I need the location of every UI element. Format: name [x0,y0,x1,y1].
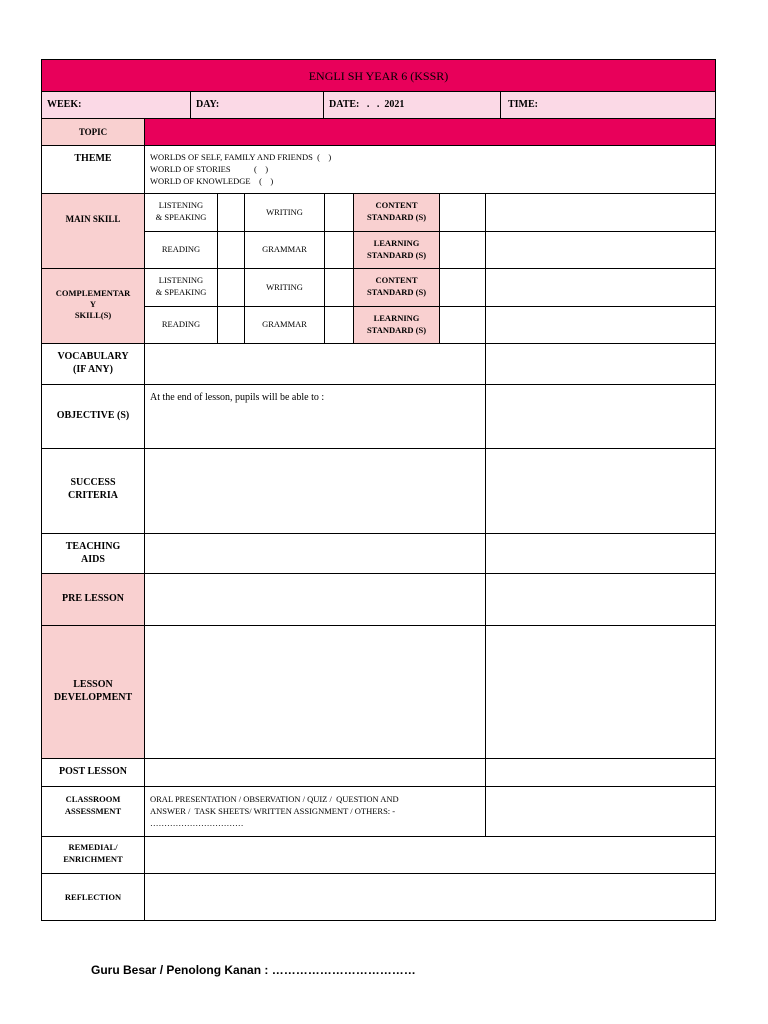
post-lesson-label: POST LESSON [59,766,127,777]
remedial-value-cell[interactable] [144,836,716,874]
comp-content-standard-value[interactable] [439,268,486,307]
comp-notes-top [485,268,716,307]
main-skill-label-cell [41,193,145,269]
comp-notes-bottom [485,306,716,344]
lesson-dev-notes-cell [485,625,716,759]
success-notes-cell [485,448,716,534]
comp-content-label-2: STANDARD (S) [366,287,427,297]
teaching-notes-cell [485,533,716,574]
comp-grammar-label: GRAMMAR [262,319,307,329]
comp-skill-label-2: Y [89,299,97,309]
assessment-label-2: ASSESSMENT [64,806,122,816]
assessment-text-3: …………………………… [150,818,244,828]
objective-notes-cell [485,384,716,449]
theme-option-2: WORLD OF STORIES ( ) [150,164,269,174]
pre-lesson-label: PRE LESSON [62,593,124,604]
reflection-value-cell[interactable] [144,873,716,921]
vocabulary-notes-cell [485,343,716,385]
main-reading-label: READING [161,244,201,254]
comp-writing-tick[interactable] [324,268,354,307]
post-lesson-notes-cell [485,758,716,787]
main-writing-tick[interactable] [324,193,354,232]
vocabulary-value-cell[interactable] [144,343,486,385]
lesson-dev-label-2: DEVELOPMENT [53,692,133,703]
time-label: TIME: [508,99,538,110]
theme-option-3: WORLD OF KNOWLEDGE ( ) [150,176,274,186]
main-notes-bottom [485,231,716,269]
comp-reading-tick[interactable] [217,306,245,344]
main-grammar-label: GRAMMAR [262,244,307,254]
objective-text: At the end of lesson, pupils will be able to : [150,392,325,403]
main-notes-top [485,193,716,232]
comp-learning-standard-value[interactable] [439,306,486,344]
main-reading-tick[interactable] [217,231,245,269]
vocabulary-label-2: (IF ANY) [73,364,113,375]
main-content-standard-value[interactable] [439,193,486,232]
assessment-text-1: ORAL PRESENTATION / OBSERVATION / QUIZ / QUESTION AND [150,794,399,804]
assessment-notes-cell [485,786,716,837]
main-content-label-1: CONTENT [375,200,418,210]
comp-writing-label: WRITING [266,282,303,292]
main-learning-label-1: LEARNING [373,238,420,248]
day-label: DAY: [196,99,220,110]
success-label-2: CRITERIA [67,490,118,501]
comp-listening-tick[interactable] [217,268,245,307]
main-listening-label-1: LISTENING [158,200,204,210]
assessment-text-2: ANSWER / TASK SHEETS/ WRITTEN ASSIGNMENT / OTHERS: - [150,806,396,816]
comp-content-label-1: CONTENT [375,275,418,285]
vocabulary-label-1: VOCABULARY [57,351,129,362]
main-listening-label-2: & SPEAKING [155,212,207,222]
success-value-cell[interactable] [144,448,486,534]
lesson-dev-value-cell[interactable] [144,625,486,759]
footer-signature-line: Guru Besar / Penolong Kanan : ……………………………… [91,963,416,977]
date-label: DATE: . . 2021 [329,99,405,110]
comp-reading-label: READING [161,319,201,329]
comp-skill-label-3: SKILL(S) [74,310,112,320]
success-label-1: SUCCESS [70,477,116,488]
pre-lesson-notes-cell [485,573,716,626]
topic-value-cell [144,118,716,146]
main-listening-tick[interactable] [217,193,245,232]
comp-learning-label-2: STANDARD (S) [366,325,427,335]
main-learning-label-2: STANDARD (S) [366,250,427,260]
comp-skill-label-1: COMPLEMENTAR [55,288,131,298]
comp-grammar-tick[interactable] [324,306,354,344]
main-content-label-2: STANDARD (S) [366,212,427,222]
assessment-label-1: CLASSROOM [65,794,121,804]
pre-lesson-value-cell[interactable] [144,573,486,626]
main-grammar-tick[interactable] [324,231,354,269]
post-lesson-value-cell[interactable] [144,758,486,787]
remedial-label-1: REMEDIAL/ [68,842,118,852]
lesson-dev-label-1: LESSON [73,679,113,690]
main-writing-label: WRITING [266,207,303,217]
comp-listening-label-1: LISTENING [158,275,204,285]
objective-label: OBJECTIVE (S) [56,410,130,421]
week-label: WEEK: [47,99,82,110]
main-learning-standard-value[interactable] [439,231,486,269]
reflection-label: REFLECTION [64,892,122,902]
topic-label: TOPIC [78,127,108,137]
main-skill-label: MAIN SKILL [65,214,121,224]
remedial-label-2: ENRICHMENT [63,854,123,864]
theme-option-1: WORLDS OF SELF, FAMILY AND FRIENDS ( ) [150,152,332,162]
comp-learning-label-1: LEARNING [373,313,420,323]
comp-listening-label-2: & SPEAKING [155,287,207,297]
teaching-label-1: TEACHING [65,541,121,552]
page-title: ENGLI SH YEAR 6 (KSSR) [308,69,449,83]
teaching-value-cell[interactable] [144,533,486,574]
theme-label: THEME [74,153,112,164]
teaching-label-2: AIDS [81,554,105,565]
